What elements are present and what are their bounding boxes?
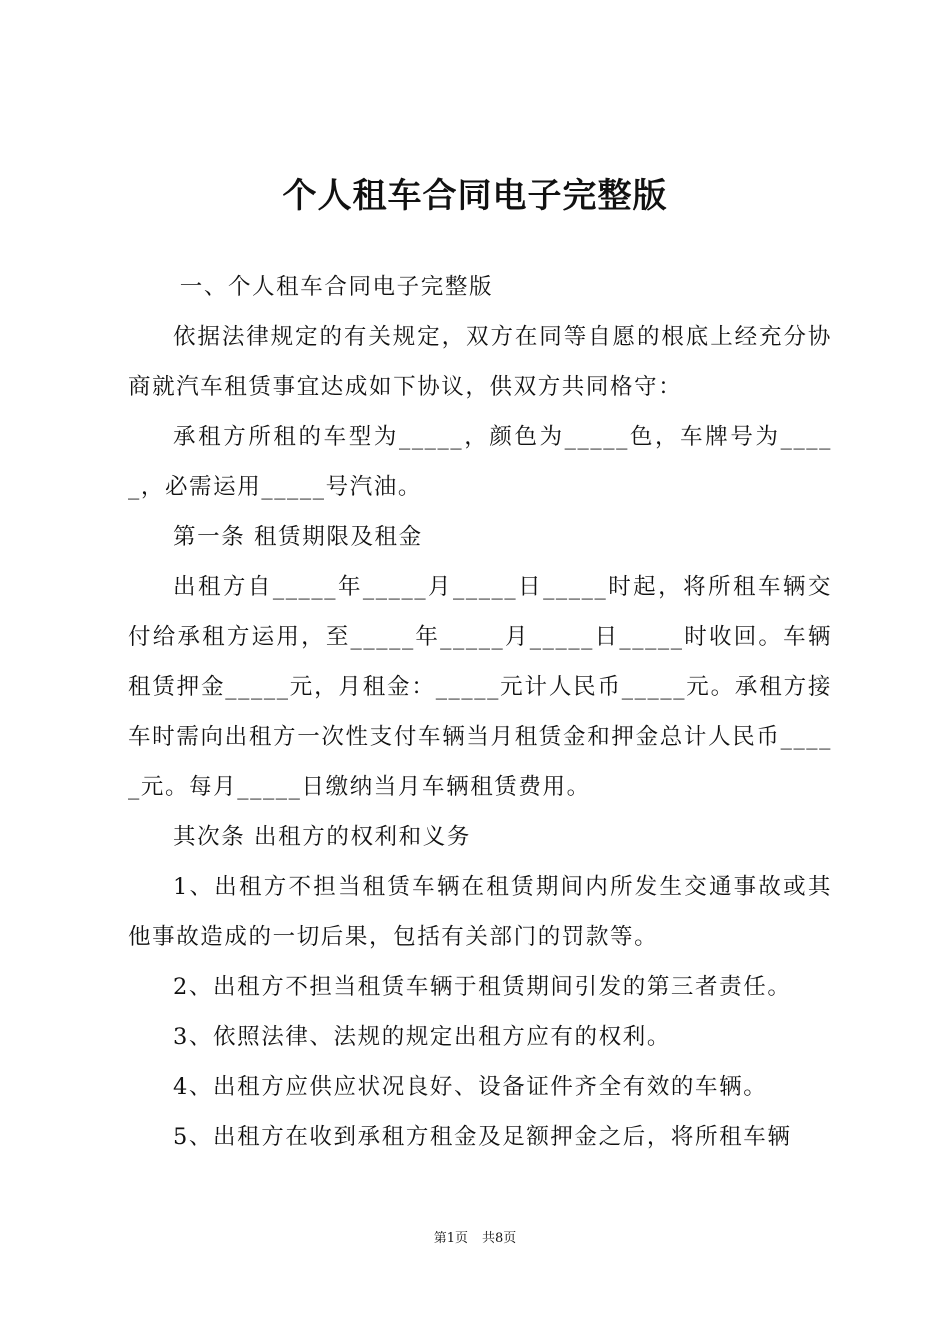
clause-1: 1、出租方不担当租赁车辆在租赁期间内所发生交通事故或其他事故造成的一切后果，包括有关部门的罚款等。 [128,874,832,950]
clause-5: 5、出租方在收到承租方租金及足额押金之后，将所租车辆 [173,1124,792,1150]
section-heading: 一、个人租车合同电子完整版 [179,274,494,300]
document-title: 个人租车合同电子完整版 [282,176,668,216]
article-2-heading: 其次条 出租方的权利和义务 [173,824,471,850]
vehicle-paragraph: 承租方所租的车型为_____，颜色为_____色，车牌号为_____，必需运用_____号汽油。 [128,424,832,500]
page-total: 共8页 [482,1231,517,1246]
page-number: 第1页 [433,1231,468,1246]
article-1-paragraph: 出租方自_____年_____月_____日_____时起，将所租车辆交付给承租方运用，至_____年_____月_____日_____时收回。车辆租赁押金_____元，月租金：_____元计人民币_____元。承租方接车时需向出租方一次性支付车辆当月租赁金和押金总计人民币_____元。每月_____日缴纳当月车辆租赁费用。 [128,574,832,800]
clause-2: 2、出租方不担当租赁车辆于租赁期间引发的第三者责任。 [173,974,792,1000]
clause-4: 4、出租方应供应状况良好、设备证件齐全有效的车辆。 [173,1074,768,1100]
document-body [128,262,832,1162]
clause-3: 3、依照法律、法规的规定出租方应有的权利。 [173,1024,671,1050]
article-1-heading: 第一条 租赁期限及租金 [173,524,423,550]
intro-paragraph: 依据法律规定的有关规定，双方在同等自愿的根底上经充分协商就汽车租赁事宜达成如下协议，供双方共同格守： [128,324,832,400]
page-footer [0,1229,950,1249]
